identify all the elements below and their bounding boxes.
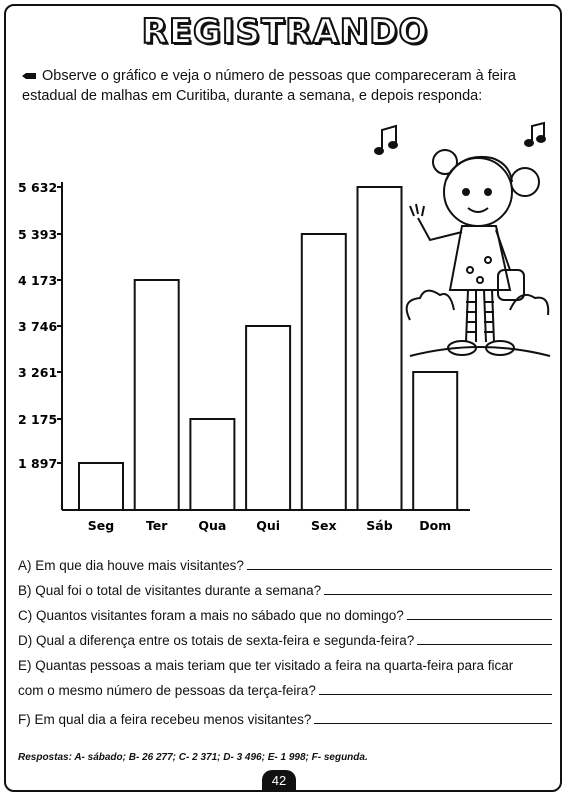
y-tick-label: 3 261 — [18, 365, 58, 380]
question-text: A) Em que dia houve mais visitantes? — [18, 558, 244, 573]
question-text: com o mesmo número de pessoas da terça-feira? — [18, 683, 316, 698]
question-row — [18, 608, 552, 623]
y-tick-label: 3 746 — [18, 319, 58, 334]
bar — [413, 372, 457, 510]
question-row — [18, 633, 552, 648]
bar — [302, 234, 346, 510]
question-text: C) Quantos visitantes foram a mais no sábado que no domingo? — [18, 608, 404, 623]
answer-line[interactable] — [417, 633, 552, 645]
question-row — [18, 658, 552, 673]
question-row — [18, 683, 552, 698]
answer-line[interactable] — [407, 608, 552, 620]
answer-line[interactable] — [319, 683, 552, 695]
x-category-label: Qui — [256, 518, 281, 533]
music-note-icon — [525, 123, 545, 146]
question-text: E) Quantas pessoas a mais teriam que ter visitado a feira na quarta-feira para ficar — [18, 658, 514, 673]
girl-illustration — [370, 120, 560, 380]
answers-key: Respostas: A- sábado; B- 26 277; C- 2 371; D- 3 496; E- 1 998; F- segunda. — [18, 752, 368, 763]
answer-line[interactable] — [247, 558, 552, 570]
question-row — [18, 558, 552, 573]
x-category-label: Ter — [145, 518, 168, 533]
question-text: F) Em qual dia a feira recebeu menos visitantes? — [18, 712, 312, 727]
question-row — [18, 712, 552, 727]
x-category-label: Dom — [419, 518, 452, 533]
answer-line[interactable] — [324, 583, 552, 595]
question-row — [18, 583, 552, 598]
y-tick-label: 5 632 — [18, 180, 58, 195]
y-tick-label: 5 393 — [18, 227, 58, 242]
page-number: 42 — [262, 770, 296, 790]
x-category-label: Seg — [87, 518, 115, 533]
bar — [246, 326, 290, 510]
x-category-label: Sex — [311, 518, 337, 533]
bar — [190, 419, 234, 510]
bar — [79, 463, 123, 510]
x-category-label: Sáb — [366, 518, 393, 533]
page-title: REGISTRANDO — [141, 12, 429, 52]
y-tick-label: 4 173 — [18, 273, 58, 288]
bar — [135, 280, 179, 510]
question-text: D) Qual a diferença entre os totais de sexta-feira e segunda-feira? — [18, 633, 415, 648]
x-category-label: Qua — [198, 518, 227, 533]
y-tick-label: 2 175 — [18, 412, 58, 427]
question-text: B) Qual foi o total de visitantes durante a semana? — [18, 583, 322, 598]
y-tick-label: 1 897 — [18, 456, 58, 471]
intro-paragraph: Observe o gráfico e veja o número de pessoas que compareceram à feira estadual de malhas em Curitiba, durante a semana, e depois responda: — [22, 68, 516, 104]
answer-line[interactable] — [314, 712, 552, 724]
music-note-icon — [375, 126, 397, 154]
